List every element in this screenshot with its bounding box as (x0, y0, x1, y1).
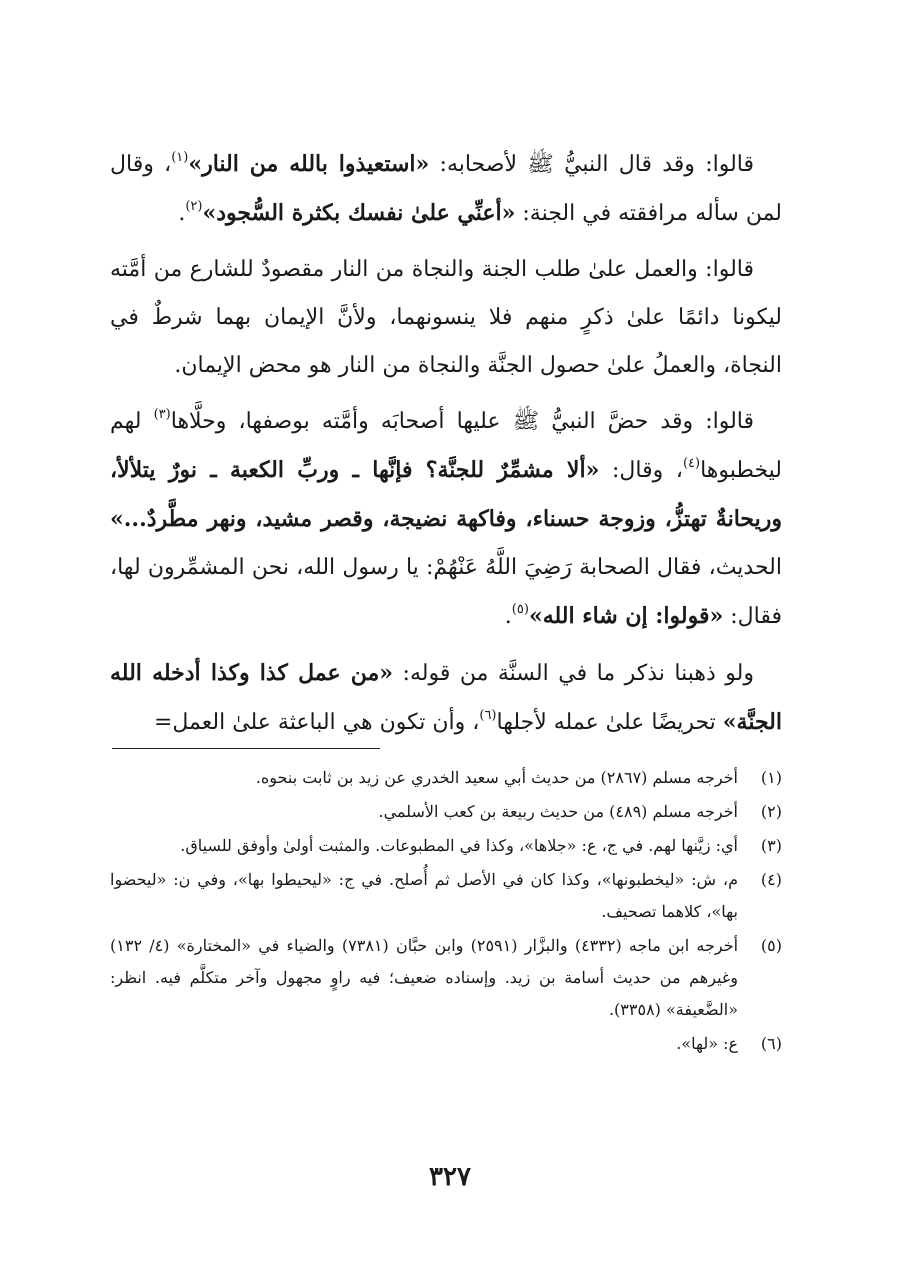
footnote (110, 930, 782, 1026)
footnote-number: (٦) (760, 1034, 782, 1053)
text-run: . (178, 201, 186, 226)
footnote (110, 1028, 782, 1060)
footnote-ref: (٦) (479, 707, 497, 723)
footnote-text: أخرجه مسلم (٤٨٩) من حديث ربيعة بن كعب الأسلمي. (378, 802, 738, 821)
paragraph (110, 649, 782, 747)
footnote-number: (١) (760, 768, 782, 787)
text-run: تحريضًا علىٰ عمله لأجلها (496, 710, 723, 735)
footnote-text: م، ش: «ليخطبونها»، وكذا كان في الأصل ثم أُصلح. في ج: «ليحيطوا بها»، وفي ن: «ليحضوا بها»، كلاهما تصحيف. (110, 870, 739, 921)
footnote (110, 830, 782, 862)
hadith-quote: «ألا مشمِّرٌ للجنَّة؟ فإنَّها ـ وربِّ الكعبة ـ نورٌ يتلألأ، وريحانةٌ تهتزُّ، وزوجة حسناء، وفاكهة نضيجة، وقصر مشيد، ونهر مطَّردٌ...» (110, 457, 782, 532)
paragraph (110, 246, 782, 390)
text-run: لهم ليخطبوها (110, 409, 782, 483)
footnote-text: ع: «لها». (676, 1034, 738, 1053)
hadith-quote: «استعيذوا بالله من النار» (188, 151, 430, 177)
text-run: قالوا: وقد قال النبيُّ ﷺ لأصحابه: (429, 152, 755, 177)
footnote-text: أخرجه ابن ماجه (٤٣٣٢) والبزَّار (٢٥٩١) وابن حبَّان (٧٣٨١) والضياء في «المختارة» (٤/ ١٣٢) وغيرهم من حديث أسامة بن زيد. وإسناده ضعيف؛ فيه راوٍ مجهول وآخر متكلَّم فيه. انظر: «الضَّعيفة» (٣٣٥٨). (110, 936, 739, 1019)
footnote-ref: (٢) (185, 198, 203, 214)
paragraph (110, 398, 782, 641)
footnotes (110, 762, 782, 1062)
text-run: قالوا: وقد حضَّ النبيُّ ﷺ عليها أصحابَه وأمَّته بوصفها، وحلَّاها (170, 409, 755, 434)
footnote-ref: (٤) (682, 455, 701, 471)
text-run: ، وأن تكون هي الباعثة علىٰ العمل= (153, 710, 480, 735)
hadith-quote: «قولوا: إن شاء الله» (528, 603, 724, 629)
footnote-number: (٣) (760, 836, 782, 855)
footnote (110, 864, 782, 928)
main-text (110, 140, 782, 755)
text-run: ولو ذهبنا نذكر ما في السنَّة من قوله: (393, 661, 754, 686)
text-run: . (504, 604, 512, 629)
page-number: ٣٢٧ (429, 1162, 471, 1192)
footnote (110, 796, 782, 828)
paragraph (110, 140, 782, 238)
footnote-ref: (٣) (153, 406, 171, 422)
footnote-text: أخرجه مسلم (٢٨٦٧) من حديث أبي سعيد الخدري عن زيد بن ثابت بنحوه. (255, 768, 738, 787)
text-run: قالوا: والعمل علىٰ طلب الجنة والنجاة من النار مقصودٌ للشارع من أمَّته ليكونا دائمًا علىٰ ذكرٍ منهم فلا ينسونهما، ولأنَّ الإيمان بهما شرطٌ في النجاة، والعملُ علىٰ حصول الجنَّة والنجاة من النار هو محض الإيمان. (110, 257, 782, 378)
footnote-separator (112, 748, 380, 749)
footnote-number: (٥) (760, 936, 782, 955)
hadith-quote: «من عمل كذا وكذا أدخله الله الجنَّة» (110, 660, 782, 735)
footnote-number: (٢) (760, 802, 782, 821)
footnote (110, 762, 782, 794)
footnote-ref: (١) (171, 149, 189, 165)
footnote-number: (٤) (760, 870, 782, 889)
text-run: ، وقال: (599, 458, 683, 483)
text-run: ، وقال لمن سأله مرافقته في الجنة: (110, 152, 782, 226)
footnote-text: أي: زيَّنها لهم. في ج، ع: «جلاها»، وكذا في المطبوعات. والمثبت أولىٰ وأوفق للسياق. (180, 836, 738, 855)
hadith-quote: «أعنِّي علىٰ نفسك بكثرة السُّجود» (202, 200, 516, 226)
footnote-ref: (٥) (511, 601, 529, 617)
text-run: الحديث، فقال الصحابة رَضِيَ اللَّهُ عَنْهُمْ: يا رسول الله، نحن المشمِّرون لها، فقال: (110, 555, 782, 629)
